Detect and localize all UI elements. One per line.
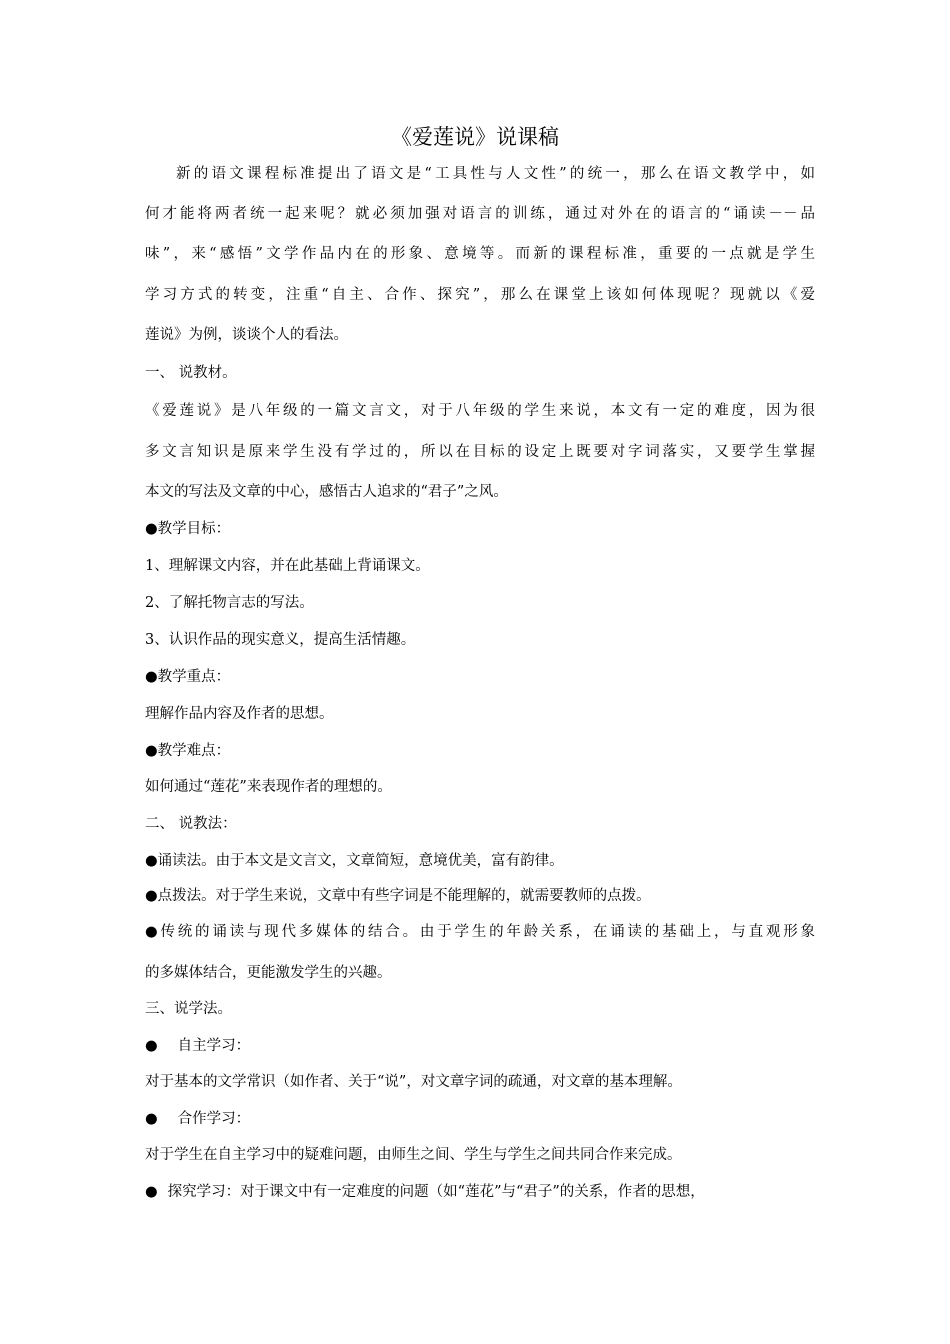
bullet: ● [145,1038,158,1054]
teaching-goal-3: 3、认识作品的现实意义，提高生活情趣。 [145,632,416,648]
section2-heading: 二、 说教法： [145,816,237,832]
section1-body-line-3: 本文的写法及文章的中心，感悟古人追求的“君子”之风。 [145,484,508,500]
bullet: ● [145,1111,158,1127]
intro-line-4: 学习方式的转变，注重“自主、合作、探究”，那么在课堂上该如何体现呢？现就以《爱 [145,287,815,303]
teaching-goal-1: 1、理解课文内容，并在此基础上背诵课文。 [145,558,430,574]
document-title: 《爱莲说》说课稿 [391,125,559,149]
intro-line-2: 何才能将两者统一起来呢？就必须加强对语言的训练，通过对外在的语言的“诵读－－品 [145,206,815,222]
self-study-heading [145,1035,815,1057]
explore-study-line [145,1181,815,1203]
bullet: ● [145,1184,158,1200]
intro-line-3: 味”，来“感悟”文学作品内在的形象、意境等。而新的课程标准，重要的一点就是学生 [145,246,815,262]
teaching-key-heading: ●教学重点： [145,669,231,685]
self-study-label: 自主学习： [177,1038,251,1054]
coop-study-text: 对于学生在自主学习中的疑难问题，由师生之间、学生与学生之间共同合作来完成。 [145,1147,682,1163]
teaching-difficulty-heading: ●教学难点： [145,743,231,759]
method-item-2: ●点拨法。对于学生来说，文章中有些字词是不能理解的，就需要教师的点拨。 [145,888,651,904]
intro-line-1: 新的语文课程标准提出了语文是“工具性与人文性”的统一，那么在语文教学中，如 [176,166,815,182]
section1-body-line-2: 多文言知识是原来学生没有学过的，所以在目标的设定上既要对字词落实，又要学生掌握 [145,444,815,460]
self-study-text: 对于基本的文学常识（如作者、关于“说”，对文章字词的疏通，对文章的基本理解。 [145,1074,682,1090]
intro-line-5: 莲说》为例，谈谈个人的看法。 [145,327,348,343]
explore-study-text: 探究学习：对于课文中有一定难度的问题（如“莲花”与“君子”的关系，作者的思想， [167,1184,705,1200]
section3-heading: 三、说学法。 [145,1001,232,1017]
section1-heading: 一、 说教材。 [145,365,237,381]
teaching-goal-2: 2、了解托物言志的写法。 [145,595,314,611]
coop-study-heading [145,1108,815,1130]
method-item-3-line-1: ●传统的诵读与现代多媒体的结合。由于学生的年龄关系，在诵读的基础上，与直观形象 [145,924,815,940]
method-item-1: ●诵读法。由于本文是文言文，文章简短，意境优美，富有韵律。 [145,853,564,869]
teaching-key-text: 理解作品内容及作者的思想。 [145,706,334,722]
section1-body-line-1: 《爱莲说》是八年级的一篇文言文，对于八年级的学生来说，本文有一定的难度，因为很 [145,403,815,419]
coop-study-label: 合作学习： [177,1111,251,1127]
teaching-difficulty-text: 如何通过“莲花”来表现作者的理想的。 [145,779,392,795]
method-item-3-line-2: 的多媒体结合，更能激发学生的兴趣。 [145,965,392,981]
teaching-goals-heading: ●教学目标： [145,521,231,537]
